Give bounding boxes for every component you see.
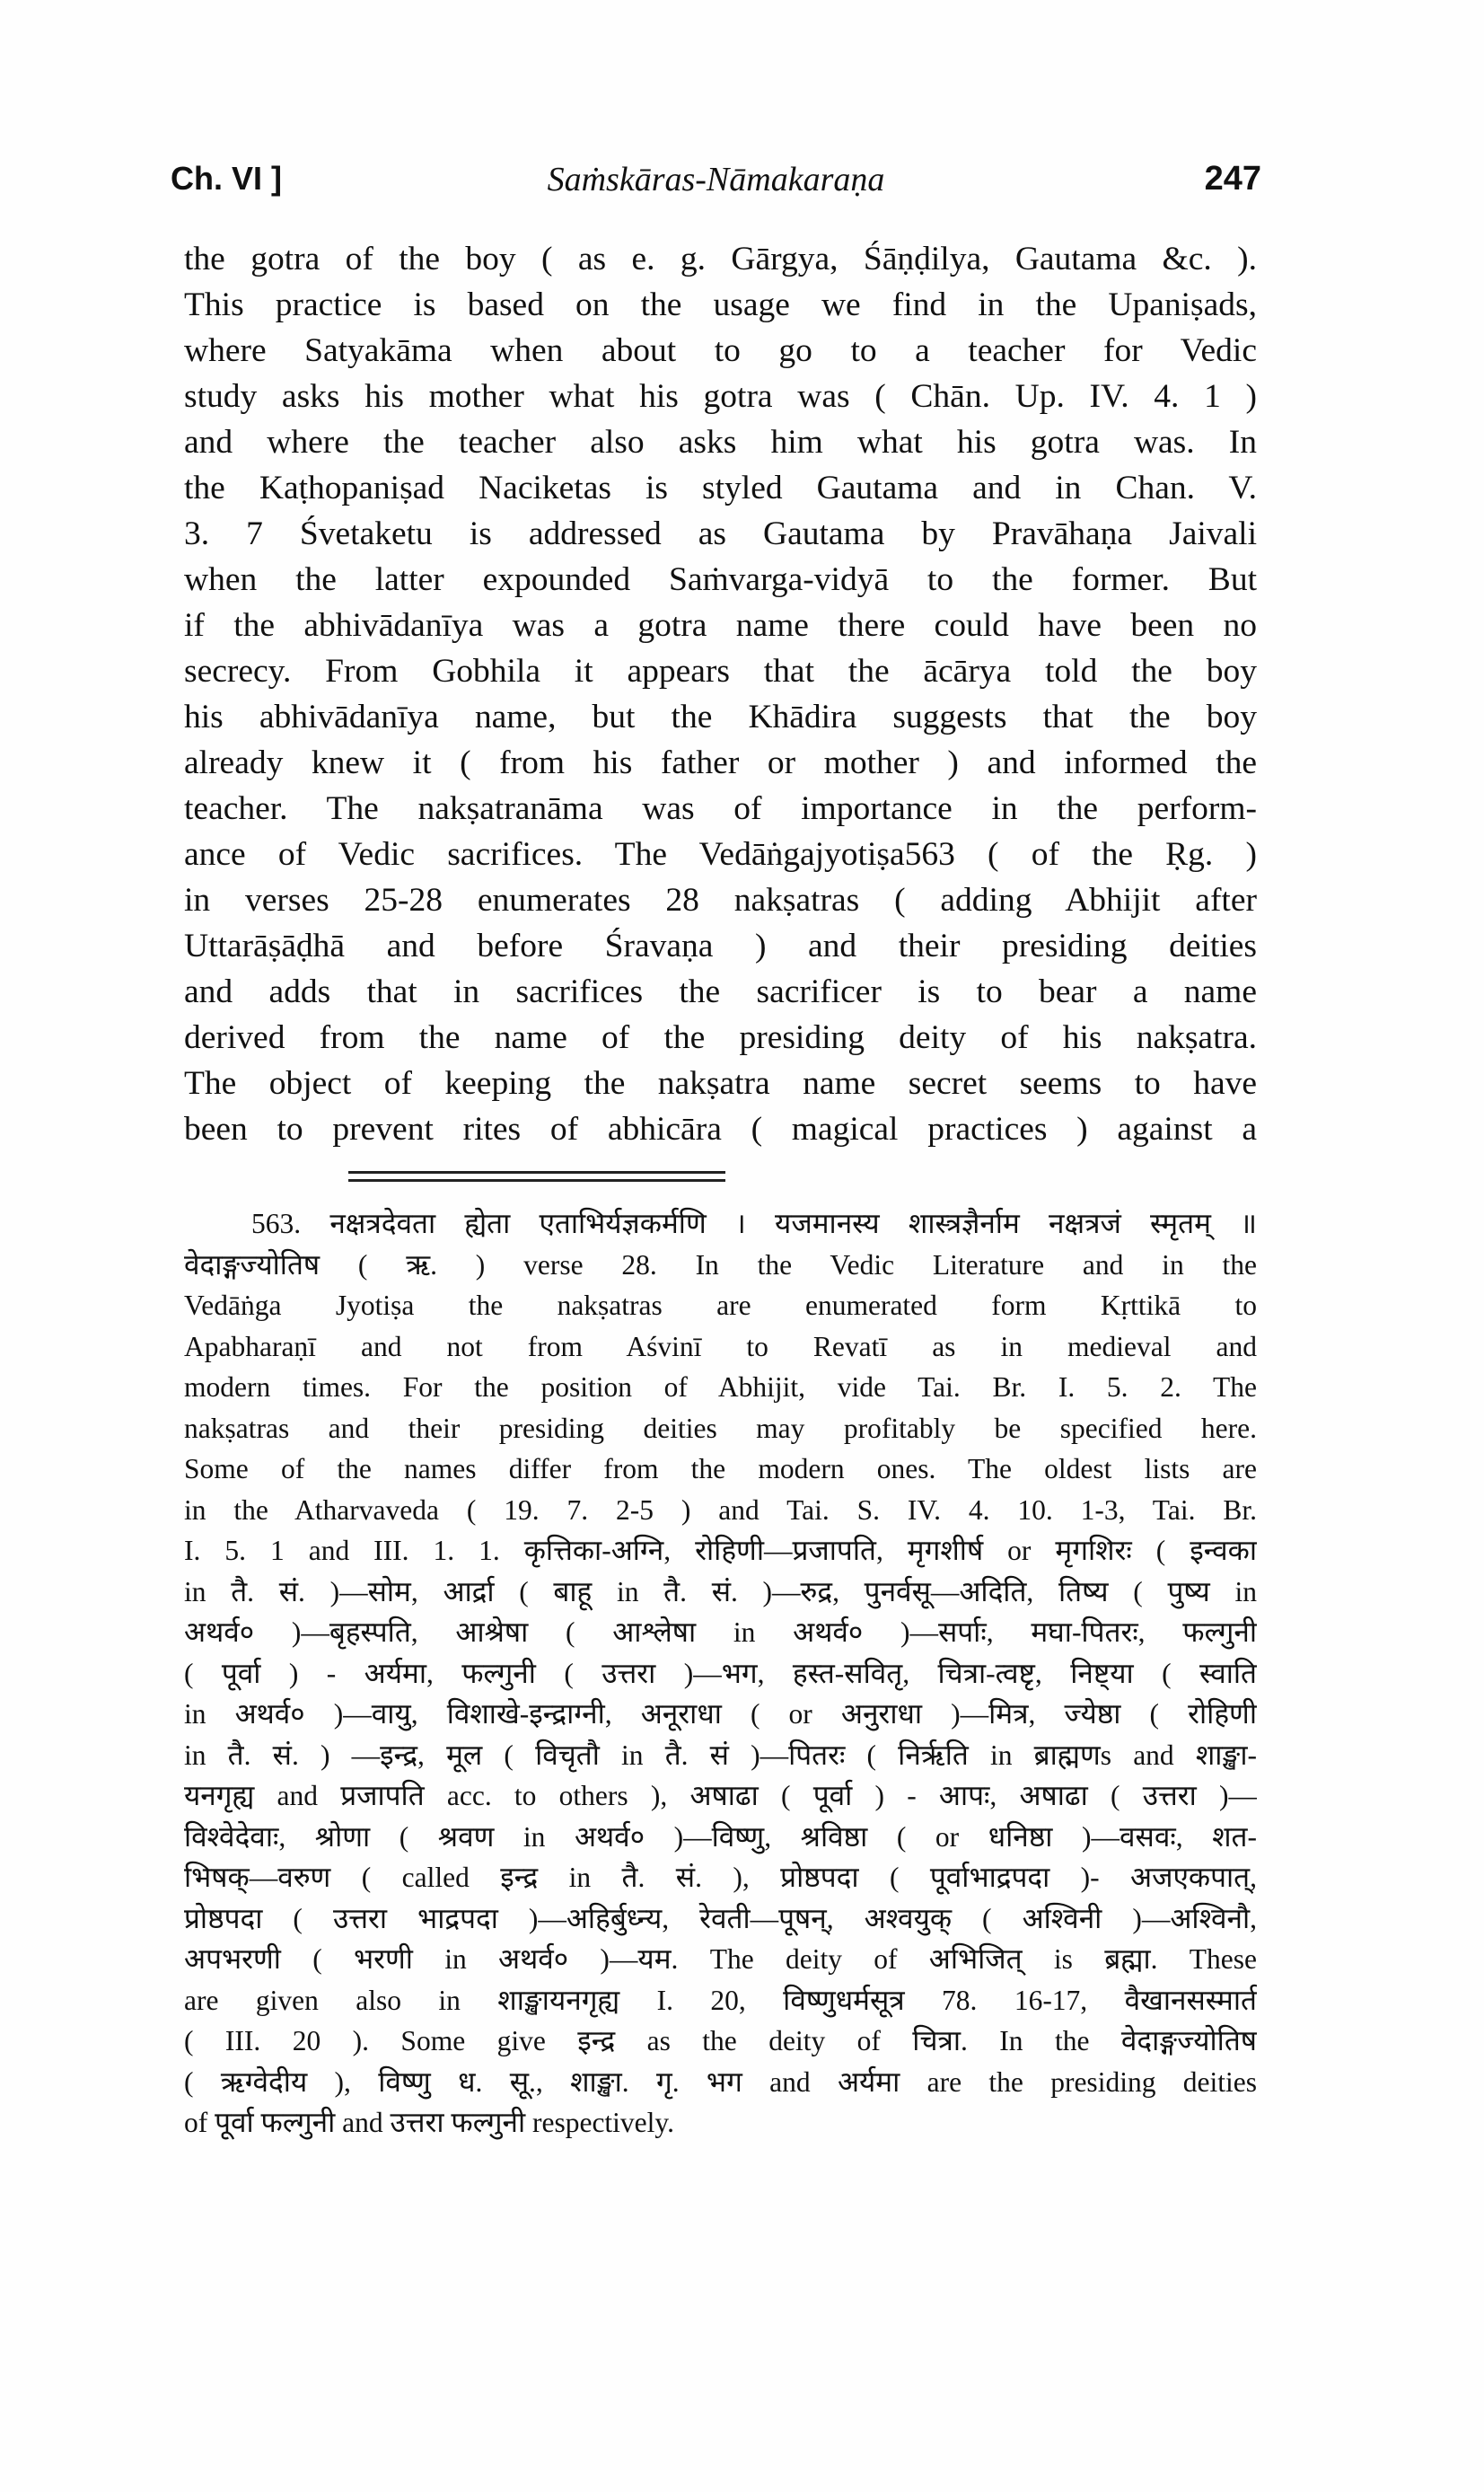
- text-line: already knew it ( from his father or mother ) and informed the: [184, 744, 1257, 781]
- footnote-line: nakṣatras and their presiding deities may profitably be specified here.: [184, 1412, 1257, 1444]
- footnote-line: यनगृह्य and प्रजापति acc. to others ), अषाढा ( पूर्वा ) - आपः, अषाढा ( उत्तरा )—: [184, 1780, 1257, 1811]
- footnote-line: Apabharaṇī and not from Aśvinī to Revatī as in medieval and: [184, 1330, 1257, 1362]
- running-header: [171, 160, 1261, 214]
- footnote-line: अपभरणी ( भरणी in अथर्व० )—यम. The deity of अभिजित् is ब्रह्मा. These: [184, 1943, 1257, 1975]
- chapter-label: Ch. VI ]: [171, 160, 282, 197]
- footnote-line: in the Atharvaveda ( 19. 7. 2-5 ) and Tai. S. IV. 4. 10. 1-3, Tai. Br.: [184, 1493, 1257, 1526]
- text-line: in verses 25-28 enumerates 28 nakṣatras ( adding Abhijit after: [184, 882, 1257, 919]
- text-line: study asks his mother what his gotra was ( Chān. Up. IV. 4. 1 ): [184, 378, 1257, 415]
- text-line: derived from the name of the presiding deity of his nakṣatra.: [184, 1019, 1257, 1056]
- footnote-rule: [348, 1179, 725, 1182]
- page-number: 247: [1204, 160, 1261, 198]
- footnote-line: भिषक्—वरुण ( called इन्द्र in तै. सं. ), प्रोष्ठपदा ( पूर्वाभाद्रपदा )- अजएकपात्,: [184, 1862, 1257, 1893]
- footnote-line: ( ऋग्वेदीय ), विष्णु ध. सू., शाङ्खा. गृ. भग and अर्यमा are the presiding deities: [184, 2065, 1257, 2098]
- footnote-line: ( III. 20 ). Some give इन्द्र as the deity of चित्रा. In the वेदाङ्गज्योतिष: [184, 2025, 1257, 2056]
- main-text: [184, 236, 1257, 1152]
- footnote-line: ( पूर्वा ) - अर्यमा, फल्गुनी ( उत्तरा )—भग, हस्त-सवितृ, चित्रा-त्वष्टृ, निष्ट्या ( स्वाति: [184, 1657, 1257, 1689]
- text-line: The object of keeping the nakṣatra name secret seems to have: [184, 1065, 1257, 1102]
- footnote-line: of पूर्वा फल्गुनी and उत्तरा फल्गुनी respectively.: [184, 2107, 674, 2138]
- footnote-line: वेदाङ्गज्योतिष ( ऋ. ) verse 28. In the Vedic Literature and in the: [184, 1248, 1257, 1281]
- text-line: the gotra of the boy ( as e. g. Gārgya, Śāṇḍilya, Gautama &c. ).: [184, 241, 1257, 277]
- running-title: Saṁskāras-Nāmakaraṇa: [547, 161, 885, 198]
- text-line: and adds that in sacrifices the sacrificer is to bear a name: [184, 973, 1257, 1010]
- footnote-line: प्रोष्ठपदा ( उत्तरा भाद्रपदा )—अहिर्बुध्न्य, रेवती—पूषन्, अश्वयुक् ( अश्विनी )—अश्विनौ,: [184, 1902, 1257, 1934]
- footnote-line: in तै. सं. ) —इन्द्र, मूल ( विचृतौ in तै. सं )—पितरः ( निर्ऋति in ब्राह्मणs and शाङ्खा-: [184, 1739, 1257, 1771]
- footnote-line: Vedāṅga Jyotiṣa the nakṣatras are enumerated form Kṛttikā to: [184, 1290, 1257, 1321]
- text-line: if the abhivādanīya was a gotra name there could have been no: [184, 607, 1257, 644]
- footnote-line: विश्वेदेवाः, श्रोणा ( श्रवण in अथर्व० )—विष्णु, श्रविष्ठा ( or धनिष्ठा )—वसवः, शत-: [184, 1820, 1257, 1853]
- text-line: when the latter expounded Saṁvarga-vidyā to the former. But: [184, 561, 1257, 598]
- text-line: ance of Vedic sacrifices. The Vedāṅgajyotiṣa563 ( of the Ṛg. ): [184, 836, 1257, 873]
- text-line: This practice is based on the usage we find in the Upaniṣads,: [184, 286, 1257, 323]
- text-line: secrecy. From Gobhila it appears that the ācārya told the boy: [184, 653, 1257, 690]
- footnote-rule: [348, 1171, 725, 1174]
- text-line: Uttarāṣāḍhā and before Śravaṇa ) and their presiding deities: [184, 928, 1257, 964]
- text-line: where Satyakāma when about to go to a teacher for Vedic: [184, 332, 1257, 369]
- footnote-563: [184, 1203, 1257, 2144]
- text-line: his abhivādanīya name, but the Khādira suggests that the boy: [184, 699, 1257, 735]
- footnote-line: Some of the names differ from the modern ones. The oldest lists are: [184, 1453, 1257, 1484]
- text-line: the Kaṭhopaniṣad Naciketas is styled Gautama and in Chan. V.: [184, 470, 1257, 506]
- text-line: 3. 7 Śvetaketu is addressed as Gautama by Pravāhaṇa Jaivali: [184, 515, 1257, 552]
- footnote-line: अथर्व० )—बृहस्पति, आश्रेषा ( आश्लेषा in अथर्व० )—सर्पाः, मघा-पितरः, फल्गुनी: [184, 1616, 1257, 1648]
- footnote-line: are given also in शाङ्खायनगृह्य I. 20, विष्णुधर्मसूत्र 78. 16-17, वैखानसस्मार्त: [184, 1984, 1257, 2016]
- text-line: teacher. The nakṣatranāma was of importance in the perform-: [184, 790, 1257, 827]
- footnote-line: modern times. For the position of Abhijit, vide Tai. Br. I. 5. 2. The: [184, 1371, 1257, 1403]
- footnote-line: I. 5. 1 and III. 1. 1. कृत्तिका-अग्नि, रोहिणी—प्रजापति, मृगशीर्ष or मृगशिरः ( इन्वका: [184, 1535, 1257, 1566]
- footnote-line: 563. नक्षत्रदेवता ह्येता एताभिर्यज्ञकर्मणि । यजमानस्य शास्त्रज्ञैर्नाम नक्षत्रजं स्मृतम् ॥: [251, 1208, 1257, 1239]
- text-line: and where the teacher also asks him what his gotra was. In: [184, 424, 1257, 461]
- footnote-line: in तै. सं. )—सोम, आर्द्रा ( बाहू in तै. सं. )—रुद्र, पुनर्वसू—अदिति, तिष्य ( पुष्य in: [184, 1575, 1257, 1607]
- footnote-line: in अथर्व० )—वायु, विशाखे-इन्द्राग्नी, अनूराधा ( or अनुराधा )—मित्र, ज्येष्ठा ( रोहिणी: [184, 1698, 1257, 1730]
- text-line: been to prevent rites of abhicāra ( magical practices ) against a: [184, 1111, 1257, 1148]
